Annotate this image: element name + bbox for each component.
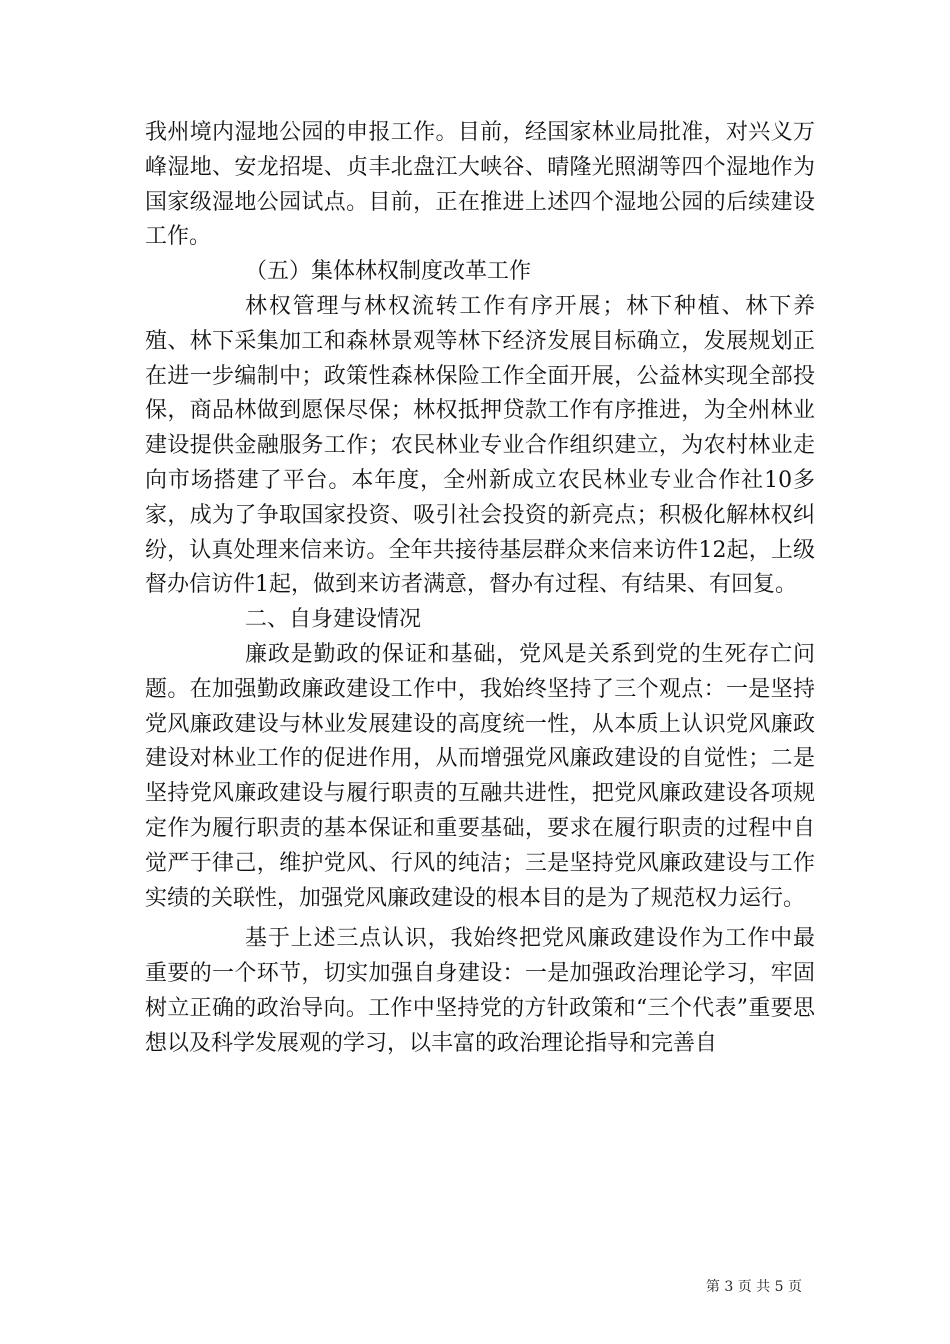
paragraph-forest-tenure: 林权管理与林权流转工作有序开展；林下种植、林下养殖、林下采集加工和森林景观等林下经济发展目标确立，发展规划正在进一步编制中；政策性森林保险工作全面开展，公益林实现全部投保，商品林做到愿保尽保；林权抵押贷款工作有序推进，为全州林业建设提供金融服务工作；农民林业专业合作组织建立，为农村林业走向市场搭建了平台。本年度，全州新成立农民林业专业合作社10多家，成为了争取国家投资、吸引社会投资的新亮点；积极化解林权纠纷，认真处理来信来访。全年共接待基层群众来信来访件12起，上级督办信访件1起，做到来访者满意，督办有过程、有结果、有回复。 bbox=[145, 293, 815, 598]
paragraph-wetland-parks: 我州境内湿地公园的申报工作。目前，经国家林业局批准，对兴义万峰湿地、安龙招堤、贞丰北盘江大峡谷、晴隆光照湖等四个湿地作为国家级湿地公园试点。目前，正在推进上述四个湿地公园的后续建设工作。 bbox=[145, 120, 815, 250]
paragraph-self-building: 基于上述三点认识，我始终把党风廉政建设作为工作中最重要的一个环节，切实加强自身建设：一是加强政治理论学习，牢固树立正确的政治导向。工作中坚持党的方针政策和“三个代表”重要思想以及科学发展观的学习，以丰富的政治理论指导和完善自 bbox=[145, 926, 815, 1056]
heading-forest-tenure-reform: （五）集体林权制度改革工作 bbox=[245, 259, 532, 285]
page-number-footer: 第 3 页 共 5 页 bbox=[705, 1279, 802, 1295]
heading-self-construction: 二、自身建设情况 bbox=[245, 607, 422, 633]
document-body bbox=[145, 116, 815, 1062]
paragraph-clean-governance: 廉政是勤政的保证和基础，党风是关系到党的生死存亡问题。在加强勤政廉政建设工作中，我始终坚持了三个观点：一是坚持党风廉政建设与林业发展建设的高度统一性，从本质上认识党风廉政建设对林业工作的促进作用，从而增强党风廉政建设的自觉性；二是坚持党风廉政建设与履行职责的互融共进性，把党风廉政建设各项规定作为履行职责的基本保证和重要基础，要求在履行职责的过程中自觉严于律己，维护党风、行风的纯洁；三是坚持党风廉政建设与工作实绩的关联性，加强党风廉政建设的根本目的是为了规范权力运行。 bbox=[145, 641, 815, 911]
